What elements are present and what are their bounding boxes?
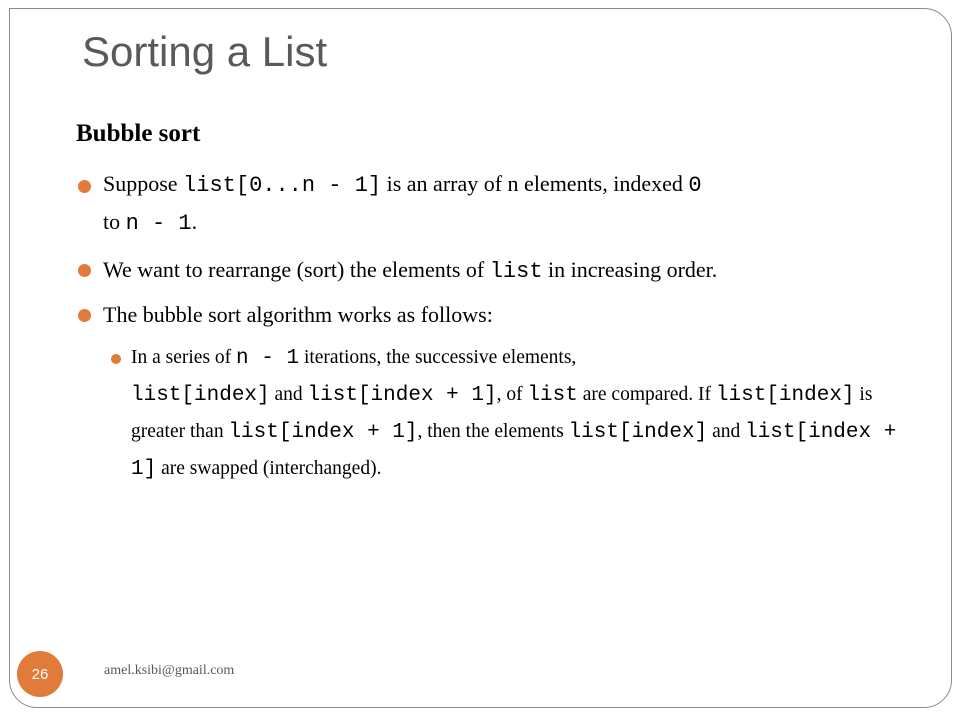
slide-title: Sorting a List: [82, 28, 328, 75]
sub-bullet-algorithm-steps: In a series of n - 1 iterations, the successive elements, list[index] and list[index + 1], of list are compared. If list[index] is greater than list[index + 1], then the elements list[index] and list[index + 1] are swapped (interchanged).: [131, 347, 897, 481]
slide-number-badge: 26: [17, 651, 63, 697]
bullet-algorithm-intro: The bubble sort algorithm works as follows:: [103, 302, 493, 327]
sub-bullet-dot: [111, 354, 121, 364]
bullet-array-definition: Suppose list[0...n - 1] is an array of n elements, indexed 0 to n - 1.: [103, 171, 702, 236]
bullet-dot: [78, 264, 91, 277]
bullet-dot: [78, 180, 91, 193]
section-heading: Bubble sort: [76, 120, 201, 147]
bullet-sort-goal: We want to rearrange (sort) the elements of list in increasing order.: [103, 257, 718, 284]
footer-email: amel.ksibi@gmail.com: [104, 663, 235, 678]
bullet-dot: [78, 309, 91, 322]
